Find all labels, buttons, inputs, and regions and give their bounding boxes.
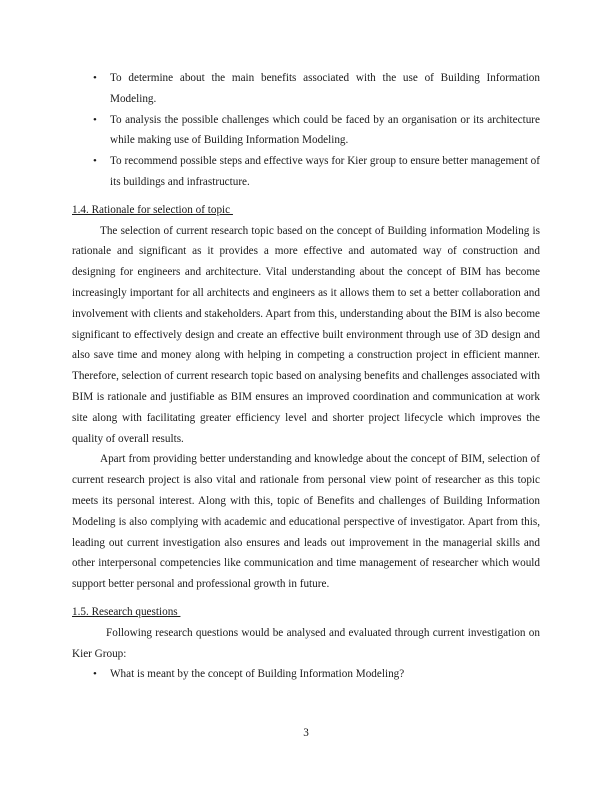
- section-heading-research-questions: 1.5. Research questions: [72, 605, 181, 618]
- list-item: [72, 151, 540, 193]
- bullet-icon: •: [93, 72, 97, 84]
- question-text: What is meant by the concept of Building Information Modeling?: [110, 668, 405, 681]
- rationale-paragraph: Apart from providing better understanding and knowledge about the concept of BIM, selection of current research project is also vital and rationale from personal view point of researcher as this topic meets its personal interest. Along with this, topic of Benefits and challenges of Building Information Modeling is also complying with academic and educational perspective of investigator. Apart from this, leading out current investigation also ensures and leads out improvement in the managerial skills and other interpersonal competencies like communication and time management of researcher which would support better personal and professional growth in future.: [72, 453, 540, 591]
- page-number: 3: [303, 727, 309, 739]
- bullet-icon: •: [93, 668, 97, 681]
- objective-text: To determine about the main benefits associated with the use of Building Information Modeling.: [110, 72, 540, 105]
- research-questions-intro: Following research questions would be analysed and evaluated through current investigation on Kier Group:: [72, 626, 540, 660]
- objectives-list: [72, 68, 540, 193]
- bullet-icon: •: [93, 113, 97, 126]
- objective-text: To analysis the possible challenges which could be faced by an organisation or its architecture while making use of Building Information Modeling.: [110, 113, 540, 147]
- rationale-paragraph: The selection of current research topic based on the concept of Building information Modeling is rationale and significant as it provides a more effective and automated way of construction and designing for engineers and architecture. Vital understanding about the concept of BIM has become increasingly important for all architects and engineers as it allows them to set a better collaboration and involvement with clients and stakeholders. Apart from this, understanding about the BIM is also become significant to effectively design and create an effective built environment through use of 3D design and also save time and money along with helping in competing a construction project in efficient manner. Therefore, selection of current research topic based on analysing benefits and challenges associated with BIM is rationale and justifiable as BIM ensures an improved coordination and communication at work site along with facilitating greater efficiency level and shorter project lifecycle which improves the quality of overall results.: [72, 224, 540, 445]
- list-item: [72, 68, 540, 110]
- objective-text: To recommend possible steps and effective ways for Kier group to ensure better management of its buildings and infrastructure.: [110, 155, 540, 188]
- bullet-icon: •: [93, 155, 97, 168]
- document-page: [72, 68, 540, 685]
- list-item: [72, 110, 540, 152]
- list-item: [72, 664, 540, 685]
- research-questions-list: [72, 664, 540, 685]
- section-heading-rationale: 1.4. Rationale for selection of topic: [72, 203, 233, 216]
